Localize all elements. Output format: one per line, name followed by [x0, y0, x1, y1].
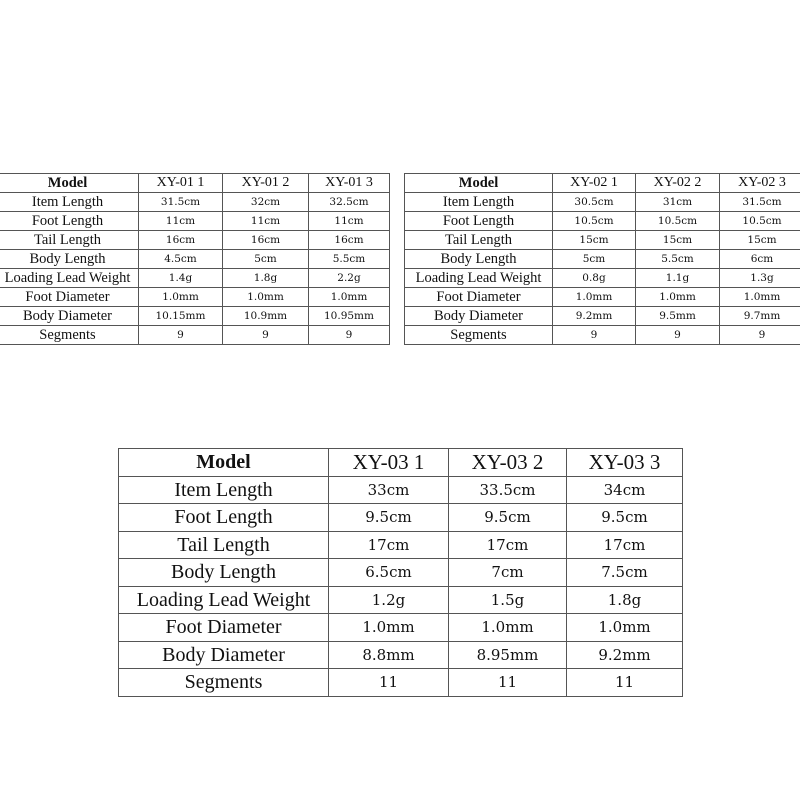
table-row — [0, 307, 390, 326]
cell-value: 9 — [553, 326, 636, 345]
model-column-header: XY-01 2 — [223, 174, 309, 193]
cell-value: 5.5cm — [309, 250, 390, 269]
cell-value: 1.5g — [449, 586, 567, 614]
model-header: Model — [119, 449, 329, 477]
cell-value: 1.4g — [139, 269, 223, 288]
cell-value: 1.3g — [720, 269, 800, 288]
table-row — [405, 250, 800, 269]
cell-value: 17cm — [329, 531, 449, 559]
model-column-header: XY-02 3 — [720, 174, 800, 193]
cell-value: 11cm — [139, 212, 223, 231]
cell-value: 2.2g — [309, 269, 390, 288]
table-row — [0, 326, 390, 345]
table-row — [0, 231, 390, 250]
model-column-header: XY-03 2 — [449, 449, 567, 477]
cell-value: 9 — [720, 326, 800, 345]
row-label: Segments — [405, 326, 553, 345]
table-row — [0, 269, 390, 288]
cell-value: 6.5cm — [329, 559, 449, 587]
table-row — [0, 212, 390, 231]
model-column-header: XY-03 3 — [567, 449, 683, 477]
cell-value: 15cm — [553, 231, 636, 250]
table-row — [405, 231, 800, 250]
model-column-header: XY-02 1 — [553, 174, 636, 193]
row-label: Loading Lead Weight — [0, 269, 139, 288]
cell-value: 9.7mm — [720, 307, 800, 326]
cell-value: 16cm — [309, 231, 390, 250]
cell-value: 9.2mm — [567, 641, 683, 669]
row-label: Body Length — [405, 250, 553, 269]
cell-value: 11cm — [309, 212, 390, 231]
cell-value: 17cm — [567, 531, 683, 559]
table-row — [119, 559, 683, 587]
cell-value: 10.95mm — [309, 307, 390, 326]
cell-value: 10.15mm — [139, 307, 223, 326]
cell-value: 5.5cm — [636, 250, 720, 269]
cell-value: 16cm — [223, 231, 309, 250]
cell-value: 1.8g — [567, 586, 683, 614]
cell-value: 9.5cm — [567, 504, 683, 532]
cell-value: 11 — [567, 669, 683, 697]
cell-value: 34cm — [567, 476, 683, 504]
table-row — [405, 307, 800, 326]
table-row — [119, 586, 683, 614]
cell-value: 1.0mm — [553, 288, 636, 307]
cell-value: 15cm — [636, 231, 720, 250]
table-row — [119, 614, 683, 642]
cell-value: 1.2g — [329, 586, 449, 614]
row-label: Body Length — [0, 250, 139, 269]
cell-value: 1.0mm — [636, 288, 720, 307]
cell-value: 11cm — [223, 212, 309, 231]
cell-value: 10.5cm — [636, 212, 720, 231]
row-label: Segments — [0, 326, 139, 345]
cell-value: 1.1g — [636, 269, 720, 288]
cell-value: 10.9mm — [223, 307, 309, 326]
cell-value: 9.2mm — [553, 307, 636, 326]
cell-value: 9.5cm — [329, 504, 449, 532]
cell-value: 5cm — [553, 250, 636, 269]
model-header: Model — [405, 174, 553, 193]
spec-table-xy-03 — [118, 448, 683, 697]
cell-value: 32cm — [223, 193, 309, 212]
header-row — [405, 174, 800, 193]
row-label: Tail Length — [0, 231, 139, 250]
cell-value: 33cm — [329, 476, 449, 504]
table-row — [405, 326, 800, 345]
row-label: Body Length — [119, 559, 329, 587]
table-row — [405, 212, 800, 231]
table-row — [119, 531, 683, 559]
table-row — [0, 288, 390, 307]
spec-table-xy-01 — [0, 173, 390, 345]
cell-value: 31.5cm — [139, 193, 223, 212]
cell-value: 31cm — [636, 193, 720, 212]
cell-value: 8.8mm — [329, 641, 449, 669]
cell-value: 33.5cm — [449, 476, 567, 504]
cell-value: 4.5cm — [139, 250, 223, 269]
cell-value: 1.0mm — [223, 288, 309, 307]
cell-value: 7cm — [449, 559, 567, 587]
row-label: Foot Length — [119, 504, 329, 532]
cell-value: 9 — [309, 326, 390, 345]
table-row — [119, 476, 683, 504]
table-row — [119, 641, 683, 669]
row-label: Body Diameter — [405, 307, 553, 326]
cell-value: 31.5cm — [720, 193, 800, 212]
table-row — [405, 269, 800, 288]
cell-value: 6cm — [720, 250, 800, 269]
cell-value: 10.5cm — [720, 212, 800, 231]
cell-value: 0.8g — [553, 269, 636, 288]
row-label: Body Diameter — [119, 641, 329, 669]
table-row — [0, 250, 390, 269]
row-label: Segments — [119, 669, 329, 697]
row-label: Foot Length — [0, 212, 139, 231]
row-label: Tail Length — [405, 231, 553, 250]
cell-value: 11 — [449, 669, 567, 697]
table-row — [119, 669, 683, 697]
cell-value: 1.8g — [223, 269, 309, 288]
cell-value: 1.0mm — [720, 288, 800, 307]
header-row — [119, 449, 683, 477]
cell-value: 1.0mm — [309, 288, 390, 307]
model-header: Model — [0, 174, 139, 193]
header-row — [0, 174, 390, 193]
model-column-header: XY-01 3 — [309, 174, 390, 193]
cell-value: 1.0mm — [139, 288, 223, 307]
table-row — [0, 193, 390, 212]
cell-value: 30.5cm — [553, 193, 636, 212]
cell-value: 7.5cm — [567, 559, 683, 587]
row-label: Foot Length — [405, 212, 553, 231]
row-label: Foot Diameter — [405, 288, 553, 307]
cell-value: 9 — [636, 326, 720, 345]
cell-value: 15cm — [720, 231, 800, 250]
cell-value: 11 — [329, 669, 449, 697]
table-row — [119, 504, 683, 532]
model-column-header: XY-02 2 — [636, 174, 720, 193]
model-column-header: XY-01 1 — [139, 174, 223, 193]
cell-value: 8.95mm — [449, 641, 567, 669]
table-row — [405, 193, 800, 212]
row-label: Foot Diameter — [0, 288, 139, 307]
cell-value: 32.5cm — [309, 193, 390, 212]
cell-value: 9.5mm — [636, 307, 720, 326]
cell-value: 1.0mm — [567, 614, 683, 642]
row-label: Item Length — [405, 193, 553, 212]
cell-value: 17cm — [449, 531, 567, 559]
cell-value: 1.0mm — [329, 614, 449, 642]
row-label: Foot Diameter — [119, 614, 329, 642]
row-label: Tail Length — [119, 531, 329, 559]
cell-value: 16cm — [139, 231, 223, 250]
cell-value: 1.0mm — [449, 614, 567, 642]
table-row — [405, 288, 800, 307]
model-column-header: XY-03 1 — [329, 449, 449, 477]
cell-value: 9.5cm — [449, 504, 567, 532]
row-label: Item Length — [119, 476, 329, 504]
row-label: Loading Lead Weight — [119, 586, 329, 614]
cell-value: 9 — [139, 326, 223, 345]
cell-value: 10.5cm — [553, 212, 636, 231]
cell-value: 5cm — [223, 250, 309, 269]
row-label: Item Length — [0, 193, 139, 212]
spec-table-xy-02 — [404, 173, 800, 345]
row-label: Loading Lead Weight — [405, 269, 553, 288]
row-label: Body Diameter — [0, 307, 139, 326]
cell-value: 9 — [223, 326, 309, 345]
